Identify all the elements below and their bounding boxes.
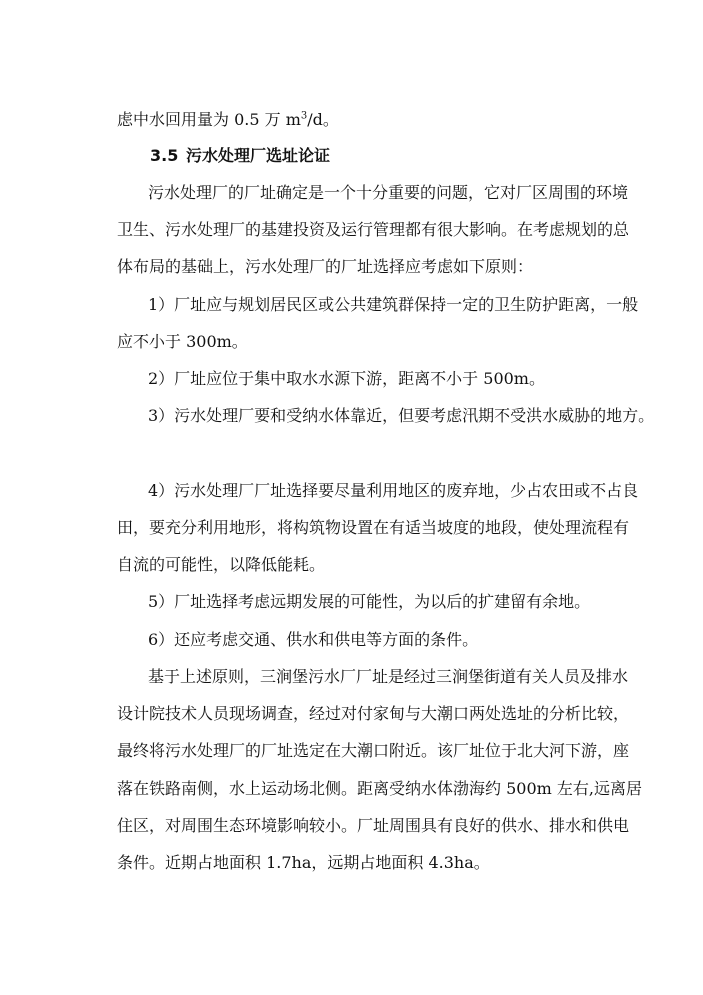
principle-6: 6）还应考虑交通、供水和供电等方面的条件。 (148, 630, 479, 649)
paragraph-line: 污水处理厂的厂址确定是一个十分重要的问题，它对厂区周围的环境 (148, 183, 629, 202)
conclusion-line: 住区，对周围生态环境影响较小。厂址周围具有良好的供水、排水和供电 (117, 816, 630, 835)
paragraph-line: 卫生、污水处理厂的基建投资及运行管理都有很大影响。在考虑规划的总 (117, 220, 630, 239)
section-number: 3.5 (150, 146, 179, 165)
conclusion-line: 基于上述原则，三涧堡污水厂厂址是经过三涧堡街道有关人员及排水 (148, 667, 629, 686)
section-title: 污水处理厂选址论证 (186, 146, 331, 165)
conclusion-line: 最终将污水处理厂的厂址选定在大潮口附近。该厂址位于北大河下游，座 (117, 741, 630, 760)
intro-line (117, 110, 339, 130)
unit-superscript: 3 (300, 110, 308, 122)
principle-4-line: 4）污水处理厂厂址选择要尽量利用地区的废弃地，少占农田或不占良 (148, 481, 639, 500)
principle-3: 3）污水处理厂要和受纳水体靠近，但要考虑汛期不受洪水威胁的地方。 (148, 406, 655, 425)
principle-2: 2）厂址应位于集中取水水源下游，距离不小于 500m。 (148, 369, 545, 388)
principle-1-line: 应不小于 300m。 (117, 332, 248, 351)
intro-text-end: /d。 (307, 110, 339, 129)
conclusion-line: 落在铁路南侧，水上运动场北侧。距离受纳水体渤海约 500m 左右,远离居 (117, 779, 642, 798)
section-heading (150, 146, 330, 166)
paragraph-line: 体布局的基础上，污水处理厂的厂址选择应考虑如下原则： (117, 257, 534, 276)
principle-1-line: 1）厂址应与规划居民区或公共建筑群保持一定的卫生防护距离，一般 (148, 295, 639, 314)
principle-5: 5）厂址选择考虑远期发展的可能性，为以后的扩建留有余地。 (148, 592, 591, 611)
intro-text: 虑中水回用量为 0.5 万 m (117, 110, 301, 129)
conclusion-line: 条件。近期占地面积 1.7ha，远期占地面积 4.3ha。 (117, 853, 490, 872)
conclusion-line: 设计院技术人员现场调查，经过对付家甸与大潮口两处选址的分析比较， (117, 704, 630, 723)
principle-4-line: 自流的可能性，以降低能耗。 (117, 555, 326, 574)
principle-4-line: 田，要充分利用地形，将构筑物设置在有适当坡度的地段，使处理流程有 (117, 518, 630, 537)
